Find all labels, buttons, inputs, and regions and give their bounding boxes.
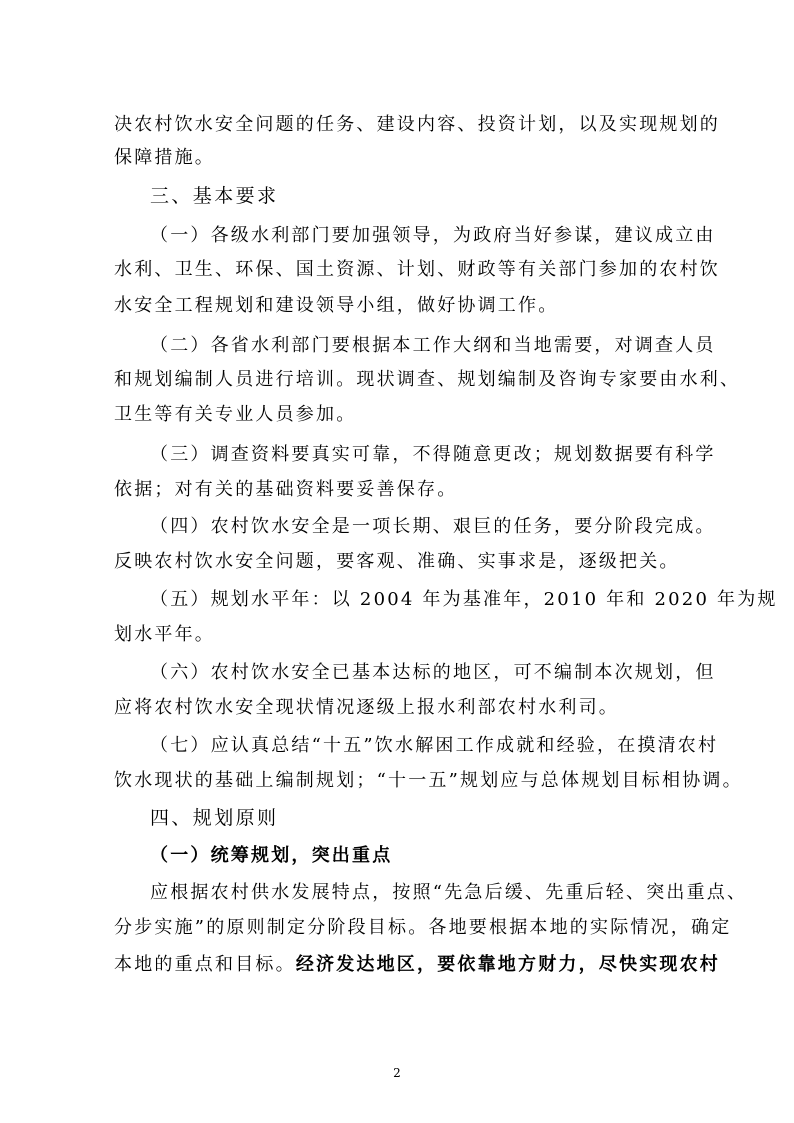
paragraph-line: 划水平年。: [114, 624, 215, 645]
paragraph-line: 应将农村饮水安全现状情况逐级上报水利部农村水利司。: [114, 697, 619, 718]
paragraph-line: （五）规划水平年：以 2004 年为基准年，2010 年和 2020 年为规: [150, 589, 778, 610]
paragraph-line: 和规划编制人员进行培训。现状调查、规划编制及咨询专家要由水利、: [114, 369, 741, 390]
section-heading: 四、规划原则: [150, 807, 279, 829]
emphasis-text: 经济发达地区，要依靠地方财力，尽快实现农村: [295, 954, 721, 975]
section-heading: 三、基本要求: [150, 185, 279, 207]
paragraph-line: （六）农村饮水安全已基本达标的地区，可不编制本次规划，但: [150, 662, 716, 683]
paragraph-line: 决农村饮水安全问题的任务、建设内容、投资计划，以及实现规划的: [114, 114, 720, 135]
paragraph-line: 饮水现状的基础上编制规划；“十一五”规划应与总体规划目标相协调。: [114, 770, 743, 791]
paragraph-line: （一）各级水利部门要加强领导，为政府当好参谋，建议成立由: [150, 225, 716, 246]
paragraph-line: 反映农村饮水安全问题，要客观、准确、实事求是，逐级把关。: [114, 551, 680, 572]
page-number: 2: [393, 1066, 401, 1080]
paragraph-line: （三）调查资料要真实可靠，不得随意更改；规划数据要有科学: [150, 444, 716, 465]
paragraph-line: 分步实施”的原则制定分阶段目标。各地要根据本地的实际情况，确定: [114, 917, 732, 938]
paragraph-line: （二）各省水利部门要根据本工作大纲和当地需要，对调查人员: [150, 335, 716, 356]
paragraph-text: 本地的重点和目标。: [114, 954, 296, 975]
paragraph-line: 卫生等有关专业人员参加。: [114, 404, 357, 425]
paragraph-line: 水利、卫生、环保、国土资源、计划、财政等有关部门参加的农村饮: [114, 259, 720, 280]
paragraph-line: （七）应认真总结“十五”饮水解困工作成就和经验，在摸清农村: [150, 735, 719, 756]
paragraph-line: [114, 953, 721, 977]
paragraph-line: 水安全工程规划和建设领导小组，做好协调工作。: [114, 295, 559, 316]
paragraph-line: 应根据农村供水发展特点，按照“先急后缓、先重后轻、突出重点、: [150, 882, 748, 903]
paragraph-line: 保障措施。: [114, 147, 215, 168]
subsection-heading: （一）统筹规划，突出重点: [150, 845, 393, 866]
paragraph-line: 依据；对有关的基础资料要妥善保存。: [114, 479, 458, 500]
paragraph-line: （四）农村饮水安全是一项长期、艰巨的任务，要分阶段完成。: [150, 516, 716, 537]
